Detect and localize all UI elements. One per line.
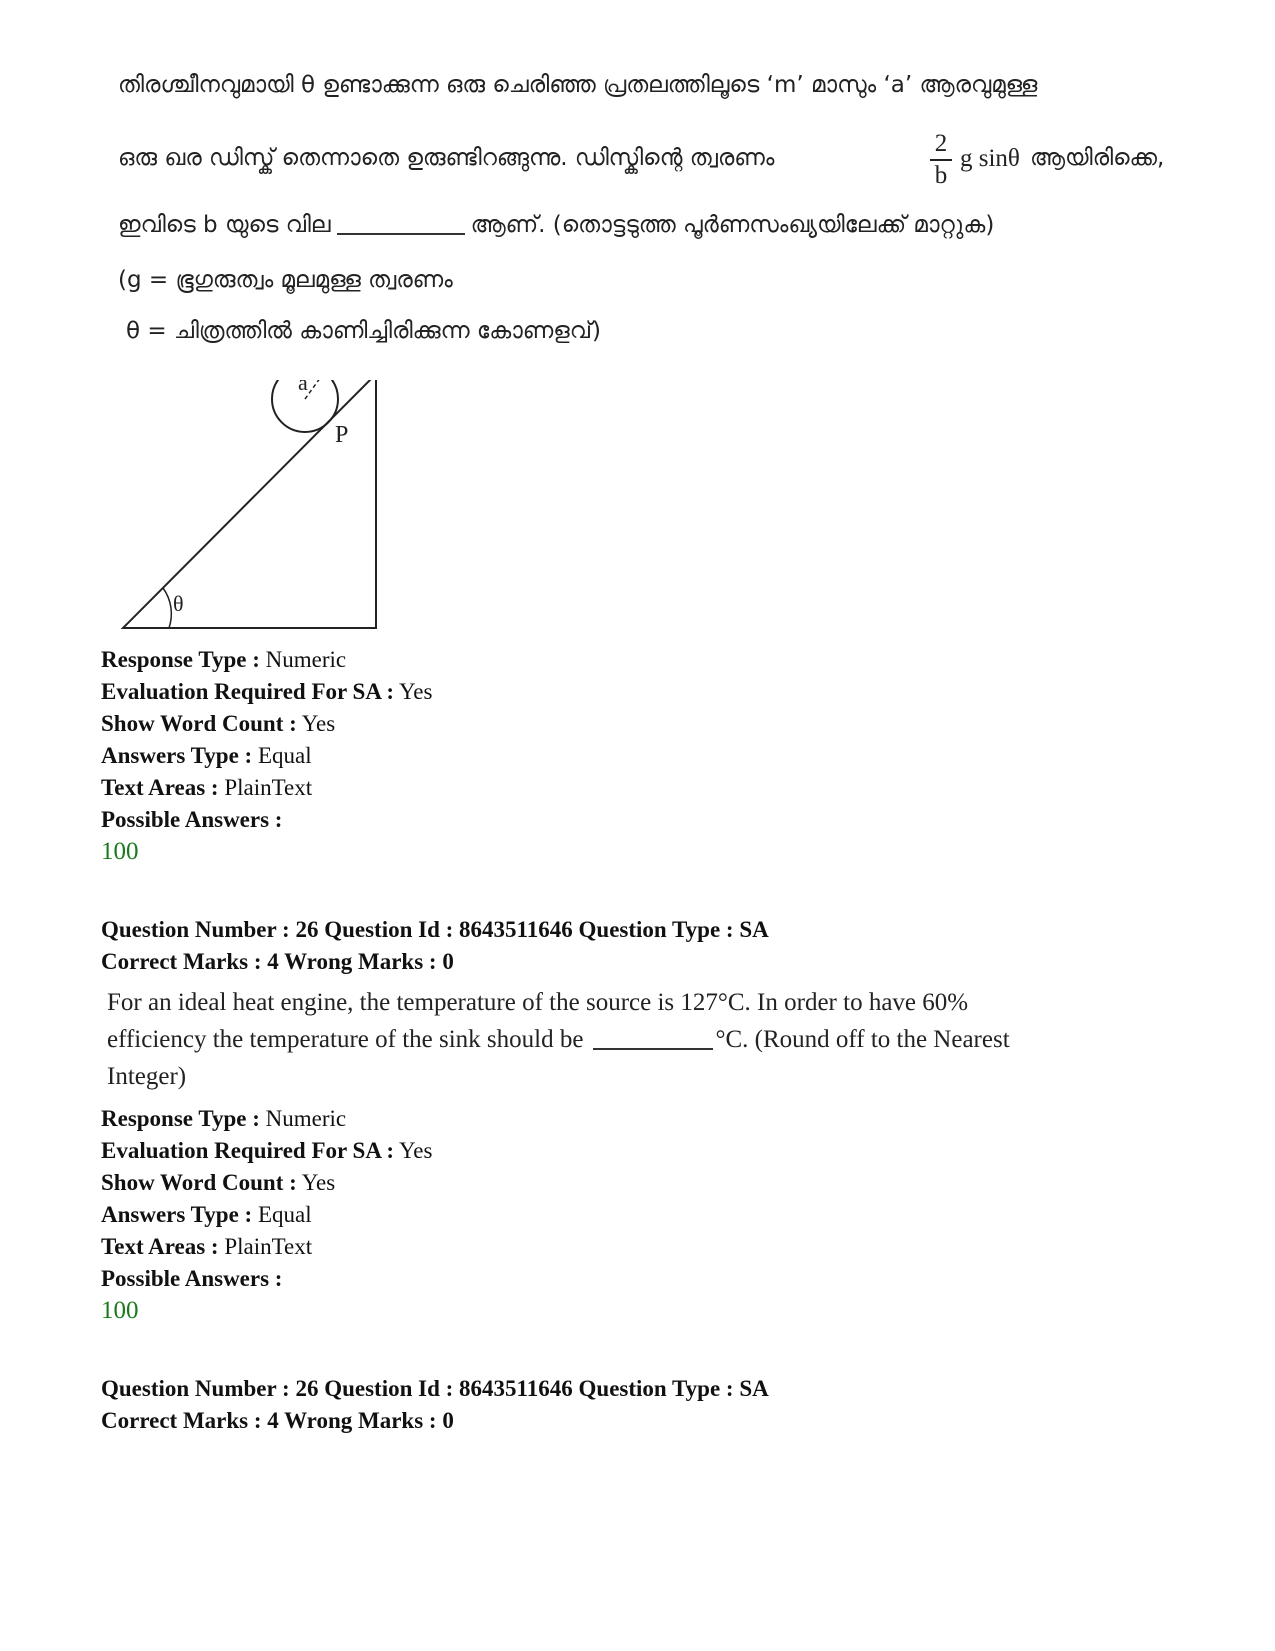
question-text-line-2b: °C. (Round off to the Nearest bbox=[715, 1026, 1010, 1053]
evaluation-required: Evaluation Required For SA : Yes bbox=[101, 1138, 433, 1163]
question-text-line-2 bbox=[107, 1021, 1167, 1059]
fraction-2-over-b bbox=[930, 130, 952, 190]
text-areas: Text Areas : PlainText bbox=[101, 1234, 313, 1259]
fraction-denominator: b bbox=[934, 162, 948, 189]
question-header: Question Number : 26 Question Id : 8643511646 Question Type : SA bbox=[101, 917, 769, 942]
response-type: Response Type : Numeric bbox=[101, 647, 347, 672]
answers-type: Answers Type : Equal bbox=[101, 1202, 312, 1227]
theta-arc bbox=[163, 588, 171, 628]
ml-line-3a: ഇവിടെ b യുടെ വില bbox=[118, 212, 331, 238]
answer-blank bbox=[337, 233, 465, 235]
possible-answers-label: Possible Answers : bbox=[101, 1266, 283, 1291]
ml-line-4: (g = ഭൂഗുരുത്വം മൂലമുള്ള ത്വരണം bbox=[118, 267, 453, 293]
ml-line-1: തിരശ്ചീനവുമായി θ ഉണ്ടാക്കുന്ന ഒരു ചെരിഞ്ഞ പ്രതലത്തിലൂടെ ‘m’ മാസും ‘a’ ആരവുമുള്ള bbox=[118, 72, 1038, 98]
question-text-line-2a: efficiency the temperature of the sink should be bbox=[107, 1026, 584, 1053]
evaluation-required: Evaluation Required For SA : Yes bbox=[101, 679, 433, 704]
show-word-count: Show Word Count : Yes bbox=[101, 711, 336, 736]
ml-line-5: θ = ചിത്രത്തിൽ കാണിച്ചിരിക്കുന്ന കോണളവ്) bbox=[126, 318, 601, 344]
possible-answer: 100 bbox=[101, 1297, 139, 1324]
text-areas: Text Areas : PlainText bbox=[101, 775, 313, 800]
response-type: Response Type : Numeric bbox=[101, 1106, 347, 1131]
label-theta: θ bbox=[173, 591, 184, 616]
show-word-count: Show Word Count : Yes bbox=[101, 1170, 336, 1195]
marks-header: Correct Marks : 4 Wrong Marks : 0 bbox=[101, 949, 454, 974]
label-p: P bbox=[335, 422, 349, 448]
fraction-bar bbox=[930, 159, 952, 161]
fraction-numerator: 2 bbox=[934, 130, 948, 157]
possible-answers-label: Possible Answers : bbox=[101, 807, 283, 832]
ml-line-2b: ആയിരിക്കെ, bbox=[1030, 145, 1165, 171]
answer-blank bbox=[593, 1048, 713, 1050]
marks-header: Correct Marks : 4 Wrong Marks : 0 bbox=[101, 1408, 454, 1433]
ml-line-3 bbox=[118, 212, 994, 238]
possible-answer: 100 bbox=[101, 838, 139, 865]
incline-diagram bbox=[120, 380, 390, 652]
question-text-line-1: For an ideal heat engine, the temperature of the source is 127°C. In order to have 60% bbox=[107, 989, 969, 1016]
ml-line-3b: ആണ്. (തൊട്ടടുത്ത പൂർണസംഖ്യയിലേക്ക് മാറ്റുക) bbox=[470, 212, 995, 238]
label-a: a bbox=[298, 380, 308, 395]
incline-triangle bbox=[123, 380, 376, 628]
answers-type: Answers Type : Equal bbox=[101, 743, 312, 768]
g-sin-theta: g sinθ bbox=[960, 145, 1020, 172]
question-text-line-3: Integer) bbox=[107, 1063, 187, 1090]
question-header: Question Number : 26 Question Id : 8643511646 Question Type : SA bbox=[101, 1376, 769, 1401]
ml-line-2a: ഒരു ഖര ഡിസ്ക് തെന്നാതെ ഉരുണ്ടിറങ്ങുന്നു. ഡിസ്കിന്റെ ത്വരണം bbox=[118, 145, 775, 171]
